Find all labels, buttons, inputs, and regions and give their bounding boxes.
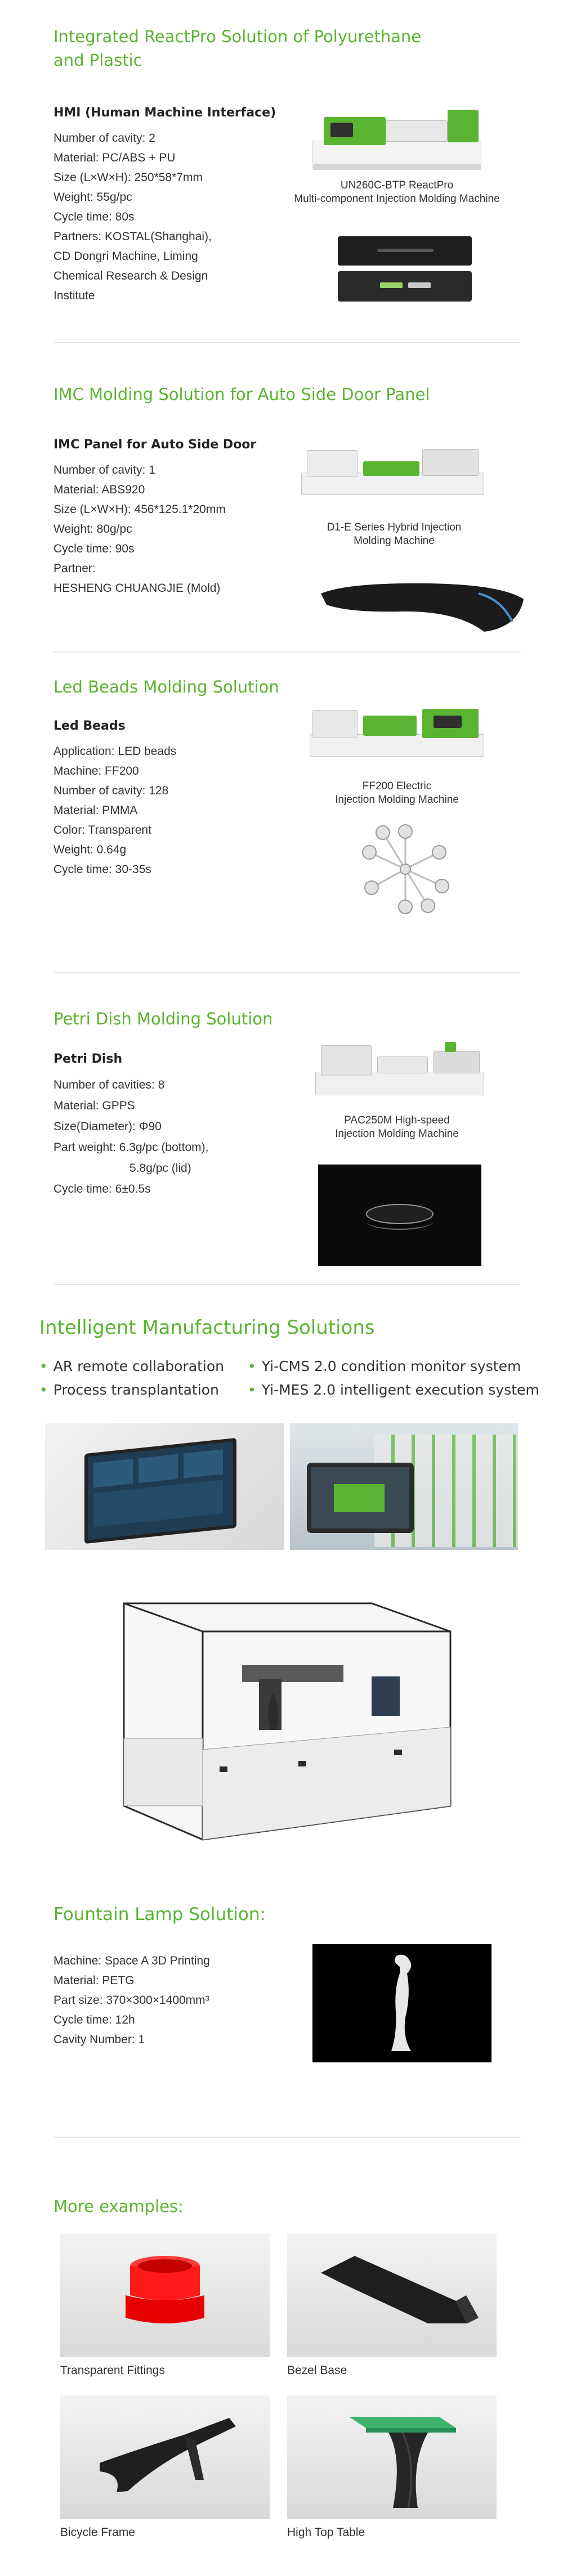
product-name: IMC Panel for Auto Side Door (53, 438, 257, 452)
bullet-list-left: • AR remote collaboration • Process transplantation (39, 1355, 224, 1402)
divider (53, 2137, 521, 2138)
tablet-dashboard-image (45, 1423, 284, 1550)
section-title: More examples: (53, 2197, 184, 2216)
injection-machine-image (301, 444, 484, 501)
spec-list: Machine: Space A 3D Printing Material: PETG Part size: 370×300×1400mm³ Cycle time: 12h Cavity Number: 1 (53, 1954, 210, 2046)
spec-list: Number of cavity: 1 Material: ABS920 Size (L×W×H): 456*125.1*20mm Weight: 80g/pc Cycle time: 90s Partner: HESHENG CHUANGJIE (Mold) (53, 464, 226, 595)
section-more-examples (0, 2160, 563, 2576)
section-intelligent (0, 1288, 563, 1879)
section-petri (0, 973, 563, 1288)
product-name: HMI (Human Machine Interface) (53, 106, 276, 120)
example-caption: High Top Table (287, 2526, 365, 2539)
section-led (0, 653, 563, 979)
section-reactpro (0, 0, 563, 343)
bezel-base-image (287, 2233, 497, 2357)
machine-caption: FF200 Electric Injection Molding Machine (335, 780, 459, 806)
high-top-table-image (287, 2395, 497, 2519)
section-title: Led Beads Molding Solution (53, 677, 279, 696)
example-caption: Bicycle Frame (60, 2526, 136, 2539)
spec-list: Number of cavity: 2 Material: PC/ABS + PU Size (L×W×H): 250*58*7mm Weight: 55g/pc Cycle time: 80s Partners: KOSTAL(Shanghai), CD Dongri Machine, Liming Chemical Research & Design Institute (53, 132, 212, 302)
bicycle-frame-image (60, 2395, 270, 2519)
led-beads-image (360, 821, 450, 917)
product-name: Petri Dish (53, 1052, 123, 1066)
petri-dish-image (318, 1165, 481, 1266)
section-title: Intelligent Manufacturing Solutions (39, 1316, 375, 1339)
hmi-panel-image (338, 236, 472, 266)
section-title: Petri Dish Molding Solution (53, 1009, 273, 1028)
bullet-list-right: • Yi-CMS 2.0 condition monitor system • Yi-MES 2.0 intelligent execution system (248, 1355, 539, 1402)
section-imc (0, 343, 563, 658)
factory-ar-image (290, 1423, 518, 1550)
example-caption: Bezel Base (287, 2364, 347, 2377)
fountain-lamp-image (312, 1944, 491, 2062)
injection-machine-image (315, 1041, 484, 1100)
injection-machine-image (310, 703, 484, 762)
door-panel-image (315, 577, 529, 639)
3d-printer-image (56, 1581, 507, 1862)
product-name: Led Beads (53, 719, 126, 733)
injection-machine-image (312, 107, 481, 172)
machine-caption: PAC250M High-speed Injection Molding Machine (335, 1114, 459, 1140)
section-title: IMC Molding Solution for Auto Side Door Panel (53, 385, 430, 404)
machine-caption: UN260C-BTP ReactPro Multi-component Injection Molding Machine (294, 179, 500, 205)
hmi-panel-lit-image (338, 271, 472, 302)
section-title: Fountain Lamp Solution: (53, 1904, 266, 1925)
spec-list: Application: LED beads Machine: FF200 Number of cavity: 128 Material: PMMA Color: Transparent Weight: 0.64g Cycle time: 30-35s (53, 745, 177, 876)
section-title: Integrated ReactPro Solution of Polyurethane and Plastic (53, 27, 422, 70)
section-fountain-lamp (0, 1879, 563, 2160)
spec-list: Number of cavities: 8 Material: GPPS Size(Diameter): Φ90 Part weight: 6.3g/pc (bottom), 5.8g/pc (lid) Cycle time: 6±0.5s (53, 1078, 209, 1195)
example-caption: Transparent Fittings (60, 2364, 165, 2377)
divider (53, 1284, 521, 1285)
machine-caption: D1-E Series Hybrid Injection Molding Machine (327, 522, 462, 547)
transparent-fittings-image (60, 2233, 270, 2357)
